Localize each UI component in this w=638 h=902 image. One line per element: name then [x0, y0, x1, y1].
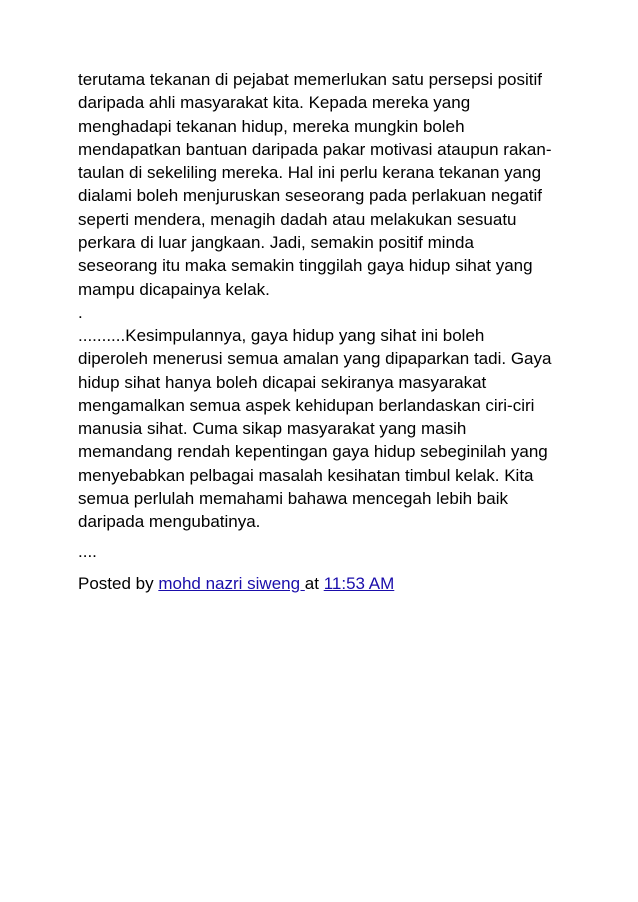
author-link[interactable]: mohd nazri siweng: [158, 573, 305, 593]
post-footer: [78, 572, 568, 595]
separator-dot: .: [78, 302, 83, 322]
posted-by-label: Posted by: [78, 573, 159, 593]
post-paragraph-1: terutama tekanan di pejabat memerlukan satu persepsi positif daripada ahli masyarakat kita. Kepada mereka yang menghadapi tekanan hidup, mereka mungkin boleh mendapatkan bantuan daripada pakar motivasi ataupun rakan- taulan di sekeliling mereka. Hal ini perlu kerana tekanan yang dialami boleh menjuruskan seseorang pada perlakuan negatif seperti mendera, menagih dadah atau melakukan sesuatu perkara di luar jangkaan. Jadi, semakin positif minda seseorang itu maka semakin tinggilah gaya hidup sihat yang mampu dicapainya kelak.: [78, 70, 552, 299]
post-ellipsis: ....: [78, 541, 97, 561]
post-body: [78, 68, 568, 595]
post-paragraph-2: ..........Kesimpulannya, gaya hidup yang sihat ini boleh diperoleh menerusi semua amalan yang dipaparkan tadi. Gaya hidup sihat hanya boleh dicapai sekiranya masyarakat mengamalkan semua aspek kehidupan berlandaskan ciri-ciri manusia sihat. Cuma sikap masyarakat yang masih memandang rendah kepentingan gaya hidup sebeginilah yang menyebabkan pelbagai masalah kesihatan timbul kelak. Kita semua perlulah memahami bahawa mencegah lebih baik daripada mengubatinya.: [78, 325, 552, 532]
at-label: at: [304, 573, 324, 593]
timestamp-link[interactable]: 11:53 AM: [323, 573, 395, 593]
